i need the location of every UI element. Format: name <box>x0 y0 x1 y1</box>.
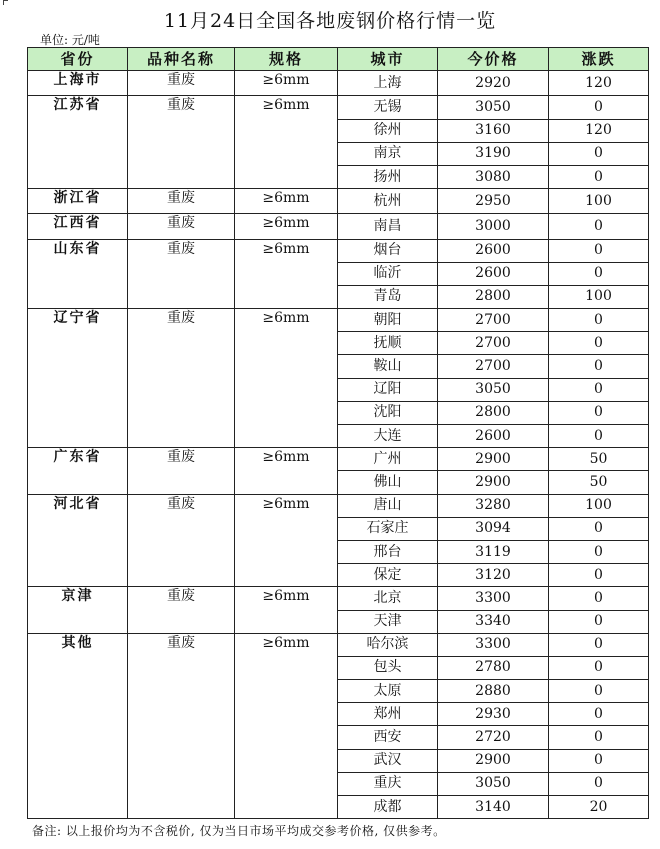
city-cell: 烟台 <box>338 239 438 262</box>
change-cell: 50 <box>549 448 649 471</box>
city-cell: 广州 <box>338 448 438 471</box>
city-cell: 上海 <box>338 71 438 96</box>
table-row <box>28 71 649 96</box>
header-province: 省份 <box>28 48 128 71</box>
spec-cell: ≥6mm <box>235 71 338 96</box>
city-cell: 哈尔滨 <box>338 633 438 656</box>
change-cell: 0 <box>549 239 649 262</box>
header-variety: 品种名称 <box>128 48 235 71</box>
change-cell: 0 <box>549 425 649 448</box>
variety-cell: 重废 <box>128 189 235 214</box>
unit-label: 单位: 元/吨 <box>40 33 100 47</box>
city-cell: 石家庄 <box>338 517 438 540</box>
table-row <box>28 633 649 656</box>
price-cell: 2930 <box>438 703 549 726</box>
change-cell: 0 <box>549 309 649 332</box>
city-cell: 佛山 <box>338 471 438 494</box>
spec-cell: ≥6mm <box>235 214 338 239</box>
city-cell: 包头 <box>338 656 438 679</box>
change-cell: 0 <box>549 332 649 355</box>
change-cell: 0 <box>549 401 649 424</box>
spec-cell: ≥6mm <box>235 96 338 189</box>
spec-cell: ≥6mm <box>235 633 338 819</box>
table-body <box>28 71 649 819</box>
province-cell: 浙江省 <box>28 189 128 214</box>
price-cell: 3000 <box>438 214 549 239</box>
province-cell: 京津 <box>28 587 128 633</box>
price-cell: 3340 <box>438 610 549 633</box>
price-cell: 2600 <box>438 239 549 262</box>
price-cell: 3094 <box>438 517 549 540</box>
city-cell: 西安 <box>338 726 438 749</box>
price-cell: 3300 <box>438 633 549 656</box>
page-title: 11月24日全国各地废钢价格行情一览 <box>163 10 497 32</box>
price-cell: 2800 <box>438 401 549 424</box>
price-cell: 3050 <box>438 96 549 119</box>
city-cell: 辽阳 <box>338 378 438 401</box>
city-cell: 鞍山 <box>338 355 438 378</box>
table-row <box>28 448 649 471</box>
change-cell: 0 <box>549 772 649 795</box>
price-cell: 2900 <box>438 448 549 471</box>
variety-cell: 重废 <box>128 309 235 448</box>
city-cell: 太原 <box>338 680 438 703</box>
city-cell: 临沂 <box>338 262 438 285</box>
province-cell: 广东省 <box>28 448 128 494</box>
header-row <box>28 48 649 71</box>
table-row <box>28 96 649 119</box>
price-cell: 2600 <box>438 425 549 448</box>
price-cell: 3280 <box>438 494 549 517</box>
price-cell: 3050 <box>438 772 549 795</box>
change-cell: 0 <box>549 540 649 563</box>
table-row <box>28 309 649 332</box>
spec-cell: ≥6mm <box>235 189 338 214</box>
price-cell: 2600 <box>438 262 549 285</box>
city-cell: 沈阳 <box>338 401 438 424</box>
price-cell: 2900 <box>438 749 549 772</box>
city-cell: 无锡 <box>338 96 438 119</box>
price-cell: 3140 <box>438 796 549 819</box>
city-cell: 杭州 <box>338 189 438 214</box>
change-cell: 0 <box>549 262 649 285</box>
header-city: 城市 <box>338 48 438 71</box>
header-price: 今价格 <box>438 48 549 71</box>
price-cell: 2900 <box>438 471 549 494</box>
change-cell: 20 <box>549 796 649 819</box>
price-cell: 3120 <box>438 564 549 587</box>
city-cell: 成都 <box>338 796 438 819</box>
change-cell: 0 <box>549 142 649 165</box>
price-cell: 2880 <box>438 680 549 703</box>
province-cell: 其他 <box>28 633 128 819</box>
spec-cell: ≥6mm <box>235 309 338 448</box>
city-cell: 唐山 <box>338 494 438 517</box>
variety-cell: 重废 <box>128 71 235 96</box>
price-cell: 2700 <box>438 355 549 378</box>
price-cell: 3300 <box>438 587 549 610</box>
change-cell: 0 <box>549 96 649 119</box>
city-cell: 徐州 <box>338 119 438 142</box>
table-row <box>28 189 649 214</box>
change-cell: 120 <box>549 119 649 142</box>
city-cell: 抚顺 <box>338 332 438 355</box>
city-cell: 天津 <box>338 610 438 633</box>
corner-mark <box>3 0 8 5</box>
variety-cell: 重废 <box>128 214 235 239</box>
city-cell: 南昌 <box>338 214 438 239</box>
city-cell: 武汉 <box>338 749 438 772</box>
table-row <box>28 239 649 262</box>
city-cell: 邢台 <box>338 540 438 563</box>
table-row <box>28 214 649 239</box>
province-cell: 辽宁省 <box>28 309 128 448</box>
price-cell: 3160 <box>438 119 549 142</box>
change-cell: 0 <box>549 749 649 772</box>
footnote: 备注: 以上报价均为不含税价, 仅为当日市场平均成交参考价格, 仅供参考。 <box>32 824 446 838</box>
province-cell: 江西省 <box>28 214 128 239</box>
variety-cell: 重废 <box>128 494 235 587</box>
change-cell: 0 <box>549 355 649 378</box>
change-cell: 100 <box>549 494 649 517</box>
change-cell: 0 <box>549 587 649 610</box>
change-cell: 0 <box>549 633 649 656</box>
price-cell: 2950 <box>438 189 549 214</box>
table-row <box>28 494 649 517</box>
price-cell: 3119 <box>438 540 549 563</box>
city-cell: 南京 <box>338 142 438 165</box>
price-cell: 2700 <box>438 309 549 332</box>
change-cell: 0 <box>549 726 649 749</box>
price-cell: 3050 <box>438 378 549 401</box>
city-cell: 保定 <box>338 564 438 587</box>
price-cell: 2780 <box>438 656 549 679</box>
change-cell: 0 <box>549 656 649 679</box>
header-spec: 规格 <box>235 48 338 71</box>
change-cell: 0 <box>549 378 649 401</box>
price-cell: 2800 <box>438 285 549 308</box>
province-cell: 河北省 <box>28 494 128 587</box>
city-cell: 青岛 <box>338 285 438 308</box>
change-cell: 0 <box>549 214 649 239</box>
change-cell: 0 <box>549 165 649 188</box>
spec-cell: ≥6mm <box>235 494 338 587</box>
price-cell: 3190 <box>438 142 549 165</box>
variety-cell: 重废 <box>128 448 235 494</box>
province-cell: 江苏省 <box>28 96 128 189</box>
price-cell: 2920 <box>438 71 549 96</box>
change-cell: 120 <box>549 71 649 96</box>
price-cell: 2700 <box>438 332 549 355</box>
change-cell: 0 <box>549 610 649 633</box>
spec-cell: ≥6mm <box>235 239 338 309</box>
change-cell: 50 <box>549 471 649 494</box>
variety-cell: 重废 <box>128 633 235 819</box>
city-cell: 重庆 <box>338 772 438 795</box>
table-row <box>28 587 649 610</box>
city-cell: 北京 <box>338 587 438 610</box>
variety-cell: 重废 <box>128 96 235 189</box>
province-cell: 上海市 <box>28 71 128 96</box>
city-cell: 大连 <box>338 425 438 448</box>
variety-cell: 重废 <box>128 239 235 309</box>
city-cell: 朝阳 <box>338 309 438 332</box>
change-cell: 0 <box>549 564 649 587</box>
change-cell: 0 <box>549 680 649 703</box>
change-cell: 100 <box>549 285 649 308</box>
price-cell: 2720 <box>438 726 549 749</box>
change-cell: 0 <box>549 517 649 540</box>
city-cell: 扬州 <box>338 165 438 188</box>
spec-cell: ≥6mm <box>235 587 338 633</box>
variety-cell: 重废 <box>128 587 235 633</box>
city-cell: 郑州 <box>338 703 438 726</box>
change-cell: 100 <box>549 189 649 214</box>
price-cell: 3080 <box>438 165 549 188</box>
spec-cell: ≥6mm <box>235 448 338 494</box>
price-table <box>27 47 649 819</box>
header-change: 涨跌 <box>549 48 649 71</box>
province-cell: 山东省 <box>28 239 128 309</box>
change-cell: 0 <box>549 703 649 726</box>
